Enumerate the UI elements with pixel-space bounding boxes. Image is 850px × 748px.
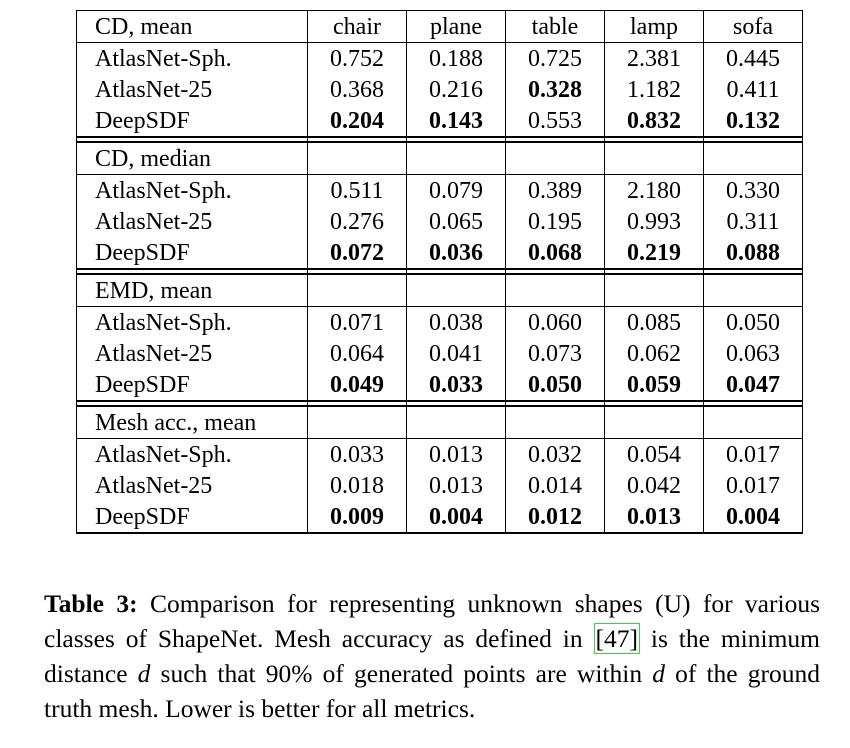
table-caption xyxy=(44,586,820,726)
value-cell: 0.553 xyxy=(506,105,605,137)
caption-text-1: Comparison for representing unknown shapes (U) for various classes of ShapeNet. Mesh accuracy as defined in xyxy=(44,589,820,653)
table-body xyxy=(77,11,803,534)
table-row xyxy=(77,338,803,369)
value-cell: 0.143 xyxy=(407,105,506,137)
value-cell: 0.195 xyxy=(506,206,605,237)
value-cell: 0.013 xyxy=(605,501,704,533)
method-name: DeepSDF xyxy=(77,105,308,137)
header-empty-cell xyxy=(308,406,407,439)
value-cell: 0.276 xyxy=(308,206,407,237)
value-cell: 0.033 xyxy=(308,439,407,471)
header-empty-cell xyxy=(506,406,605,439)
table-row xyxy=(77,175,803,207)
table-row xyxy=(77,307,803,339)
value-cell: 0.017 xyxy=(704,470,803,501)
header-empty-cell xyxy=(407,142,506,175)
caption-variable-d: d xyxy=(652,659,665,688)
value-cell: 0.079 xyxy=(407,175,506,207)
value-cell: 0.018 xyxy=(308,470,407,501)
value-cell: 0.993 xyxy=(605,206,704,237)
table-row xyxy=(77,43,803,75)
value-cell: 0.088 xyxy=(704,237,803,269)
value-cell: 0.411 xyxy=(704,74,803,105)
column-header: lamp xyxy=(605,11,704,43)
value-cell: 2.381 xyxy=(605,43,704,75)
header-empty-cell xyxy=(605,142,704,175)
value-cell: 0.311 xyxy=(704,206,803,237)
value-cell: 0.050 xyxy=(506,369,605,401)
value-cell: 0.032 xyxy=(506,439,605,471)
group-header-row xyxy=(77,142,803,175)
group-title: CD, mean xyxy=(77,11,308,43)
value-cell: 0.389 xyxy=(506,175,605,207)
value-cell: 0.065 xyxy=(407,206,506,237)
value-cell: 0.012 xyxy=(506,501,605,533)
value-cell: 0.049 xyxy=(308,369,407,401)
value-cell: 0.013 xyxy=(407,439,506,471)
value-cell: 1.182 xyxy=(605,74,704,105)
value-cell: 0.132 xyxy=(704,105,803,137)
table-row xyxy=(77,369,803,401)
header-empty-cell xyxy=(308,274,407,307)
value-cell: 0.059 xyxy=(605,369,704,401)
method-name: AtlasNet-25 xyxy=(77,206,308,237)
value-cell: 0.036 xyxy=(407,237,506,269)
value-cell: 0.328 xyxy=(506,74,605,105)
header-empty-cell xyxy=(308,142,407,175)
caption-text-4: of the ground truth mesh. Lower is better for all metrics. xyxy=(44,659,820,723)
value-cell: 0.017 xyxy=(704,439,803,471)
value-cell: 0.047 xyxy=(704,369,803,401)
value-cell: 0.204 xyxy=(308,105,407,137)
value-cell: 0.068 xyxy=(506,237,605,269)
value-cell: 0.050 xyxy=(704,307,803,339)
value-cell: 0.062 xyxy=(605,338,704,369)
value-cell: 0.073 xyxy=(506,338,605,369)
header-empty-cell xyxy=(704,142,803,175)
value-cell: 0.004 xyxy=(704,501,803,533)
header-empty-cell xyxy=(605,406,704,439)
value-cell: 0.188 xyxy=(407,43,506,75)
column-header: chair xyxy=(308,11,407,43)
value-cell: 0.060 xyxy=(506,307,605,339)
value-cell: 0.063 xyxy=(704,338,803,369)
method-name: DeepSDF xyxy=(77,501,308,533)
method-name: AtlasNet-Sph. xyxy=(77,307,308,339)
method-name: AtlasNet-25 xyxy=(77,470,308,501)
method-name: AtlasNet-25 xyxy=(77,338,308,369)
group-header-row xyxy=(77,11,803,43)
header-empty-cell xyxy=(506,142,605,175)
value-cell: 0.725 xyxy=(506,43,605,75)
value-cell: 0.216 xyxy=(407,74,506,105)
table-row xyxy=(77,105,803,137)
group-header-row xyxy=(77,406,803,439)
value-cell: 0.054 xyxy=(605,439,704,471)
value-cell: 0.009 xyxy=(308,501,407,533)
value-cell: 0.004 xyxy=(407,501,506,533)
value-cell: 0.064 xyxy=(308,338,407,369)
value-cell: 0.832 xyxy=(605,105,704,137)
header-empty-cell xyxy=(407,274,506,307)
value-cell: 0.330 xyxy=(704,175,803,207)
method-name: AtlasNet-Sph. xyxy=(77,43,308,75)
value-cell: 0.014 xyxy=(506,470,605,501)
value-cell: 0.033 xyxy=(407,369,506,401)
value-cell: 0.752 xyxy=(308,43,407,75)
caption-text-3: such that 90% of generated points are within xyxy=(150,659,653,688)
value-cell: 0.071 xyxy=(308,307,407,339)
value-cell: 0.511 xyxy=(308,175,407,207)
column-header: table xyxy=(506,11,605,43)
method-name: DeepSDF xyxy=(77,369,308,401)
value-cell: 0.042 xyxy=(605,470,704,501)
value-cell: 0.072 xyxy=(308,237,407,269)
table-row xyxy=(77,501,803,533)
group-header-row xyxy=(77,274,803,307)
value-cell: 0.038 xyxy=(407,307,506,339)
value-cell: 0.013 xyxy=(407,470,506,501)
column-header: plane xyxy=(407,11,506,43)
column-header: sofa xyxy=(704,11,803,43)
table-row xyxy=(77,439,803,471)
value-cell: 0.085 xyxy=(605,307,704,339)
caption-variable-d: d xyxy=(137,659,151,688)
value-cell: 0.368 xyxy=(308,74,407,105)
table-row xyxy=(77,237,803,269)
value-cell: 0.041 xyxy=(407,338,506,369)
header-empty-cell xyxy=(407,406,506,439)
results-table xyxy=(76,10,803,534)
method-name: AtlasNet-25 xyxy=(77,74,308,105)
group-title: CD, median xyxy=(77,142,308,175)
method-name: AtlasNet-Sph. xyxy=(77,439,308,471)
header-empty-cell xyxy=(506,274,605,307)
group-title: Mesh acc., mean xyxy=(77,406,308,439)
header-empty-cell xyxy=(605,274,704,307)
value-cell: 2.180 xyxy=(605,175,704,207)
caption-text-2: is the minimum distance xyxy=(44,624,820,688)
value-cell: 0.445 xyxy=(704,43,803,75)
table-row xyxy=(77,470,803,501)
table-row xyxy=(77,74,803,105)
group-title: EMD, mean xyxy=(77,274,308,307)
table-row xyxy=(77,206,803,237)
header-empty-cell xyxy=(704,274,803,307)
method-name: AtlasNet-Sph. xyxy=(77,175,308,207)
value-cell: 0.219 xyxy=(605,237,704,269)
caption-label: Table 3: xyxy=(44,589,138,618)
method-name: DeepSDF xyxy=(77,237,308,269)
header-empty-cell xyxy=(704,406,803,439)
citation-link[interactable]: [47] xyxy=(595,624,638,653)
